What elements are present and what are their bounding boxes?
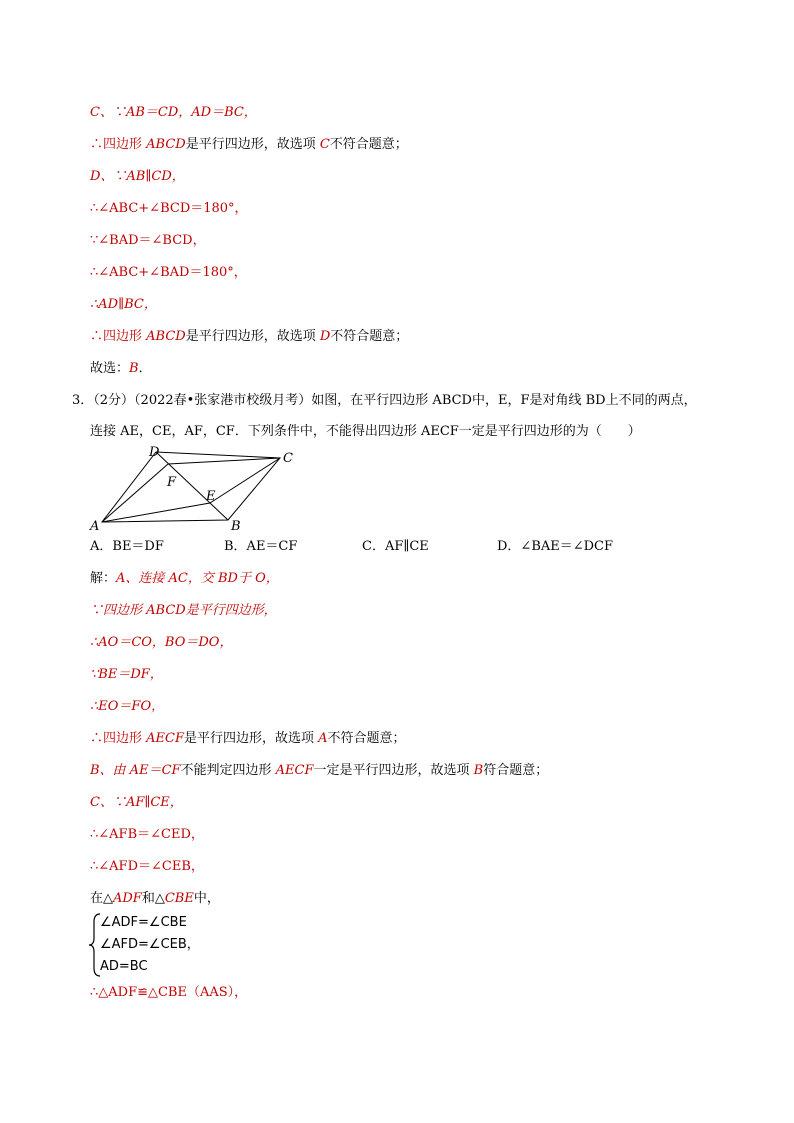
text-seg: B [473, 763, 484, 778]
solution-line-5: ∴EO＝FO， [90, 699, 165, 714]
text-seg: ∴四边形 [90, 329, 147, 344]
prev-line-1: C、∵AB＝CD，AD＝BC， [90, 105, 257, 120]
label-d: D [149, 445, 160, 460]
text-seg: AECF [146, 731, 184, 746]
prev-line-3: D、∵AB∥CD， [90, 169, 185, 184]
text-seg: 和△ [141, 891, 165, 906]
text-seg: 是平行四边形，故选项 [184, 731, 319, 746]
text-seg: 不符合题意； [329, 137, 408, 152]
prev-line-7: ∴AD∥BC， [90, 297, 157, 312]
text-seg: C [319, 137, 330, 152]
text-seg: AECF [275, 763, 314, 778]
text-seg: ． [138, 361, 152, 376]
label-b: B [231, 519, 241, 534]
text-seg: A、连接 AC，交 BD于 O， [116, 571, 279, 586]
prev-line-6: ∴∠ABC+∠BAD＝180°， [90, 265, 247, 280]
text-seg: D [319, 329, 331, 344]
text-seg: ADF [113, 891, 142, 906]
prev-line-4: ∴∠ABC+∠BCD＝180°， [90, 201, 248, 216]
text-seg: 中， [193, 891, 220, 906]
text-seg: CBE [164, 891, 194, 906]
text-seg: A [318, 731, 328, 746]
segment-af [102, 464, 168, 522]
system-eq-3: AD=BC [100, 959, 148, 974]
text-seg: 不能判定四边形 [180, 763, 276, 778]
label-c: C [283, 451, 293, 466]
text-seg: ABCD [146, 329, 186, 344]
text-seg: 在△ [90, 891, 113, 906]
segment-cf [168, 458, 280, 464]
text-seg: 不符合题意； [327, 731, 406, 746]
solution-line-9: ∴∠AFB＝∠CED， [90, 827, 204, 842]
parallelogram-figure [88, 444, 328, 534]
text-seg: 是平行四边形，故选项 [185, 137, 320, 152]
prev-line-2 [90, 136, 408, 154]
question-line-2: 连接 AE，CE，AF，CF．下列条件中，不能得出四边形 AECF一定是平行四边形的为（ ） [90, 424, 641, 439]
segment-ae [102, 503, 210, 522]
text-seg: 不符合题意； [330, 329, 409, 344]
text-seg: 一定是平行四边形，故选项 [313, 763, 474, 778]
option-a[interactable]: A．BE＝DF [90, 539, 164, 554]
text-seg: ABCD [146, 137, 186, 152]
label-a: A [90, 519, 100, 534]
solution-line-8: C、∵AF∥CE， [90, 795, 183, 810]
system-eq-1: ∠ADF=∠CBE [100, 915, 187, 930]
solution-last-line: ∴△ADF≌△CBE（AAS）， [90, 985, 248, 1000]
system-eq-2: ∠AFD=∠CEB， [100, 937, 200, 952]
solution-line-11 [90, 890, 220, 908]
solution-line-7 [90, 762, 548, 780]
prev-line-5: ∵∠BAD＝∠BCD， [90, 233, 206, 248]
segment-ce [210, 458, 280, 503]
text-seg: 解： [90, 571, 117, 586]
text-seg: B [129, 361, 139, 376]
solution-line-1 [90, 570, 279, 588]
solution-line-10: ∴∠AFD＝∠CEB， [90, 859, 204, 874]
label-f: F [167, 475, 177, 490]
question-line-1: 3．（2分）（2022春•张家港市校级月考）如图，在平行四边形 ABCD中，E，F是对角线 BD上不同的两点， [72, 393, 697, 408]
label-e: E [206, 489, 216, 504]
text-seg: ∴四边形 [90, 137, 147, 152]
prev-line-9 [90, 360, 152, 378]
option-c[interactable]: C．AF∥CE [362, 539, 429, 554]
text-seg: ∴四边形 [90, 731, 147, 746]
solution-line-6 [90, 730, 406, 748]
prev-line-8 [90, 328, 408, 346]
text-seg: B、由 AE＝CF [90, 763, 181, 778]
text-seg: 符合题意； [483, 763, 549, 778]
solution-line-4: ∵BE＝DF， [90, 667, 163, 682]
text-seg: 故选： [90, 361, 130, 376]
solution-line-3: ∴AO＝CO，BO＝DO， [90, 635, 233, 650]
option-b[interactable]: B．AE＝CF [224, 539, 298, 554]
option-d[interactable]: D．∠BAE＝∠DCF [497, 539, 614, 554]
text-seg: 是平行四边形，故选项 [185, 329, 320, 344]
solution-line-2: ∵四边形 ABCD是平行四边形， [90, 603, 277, 618]
